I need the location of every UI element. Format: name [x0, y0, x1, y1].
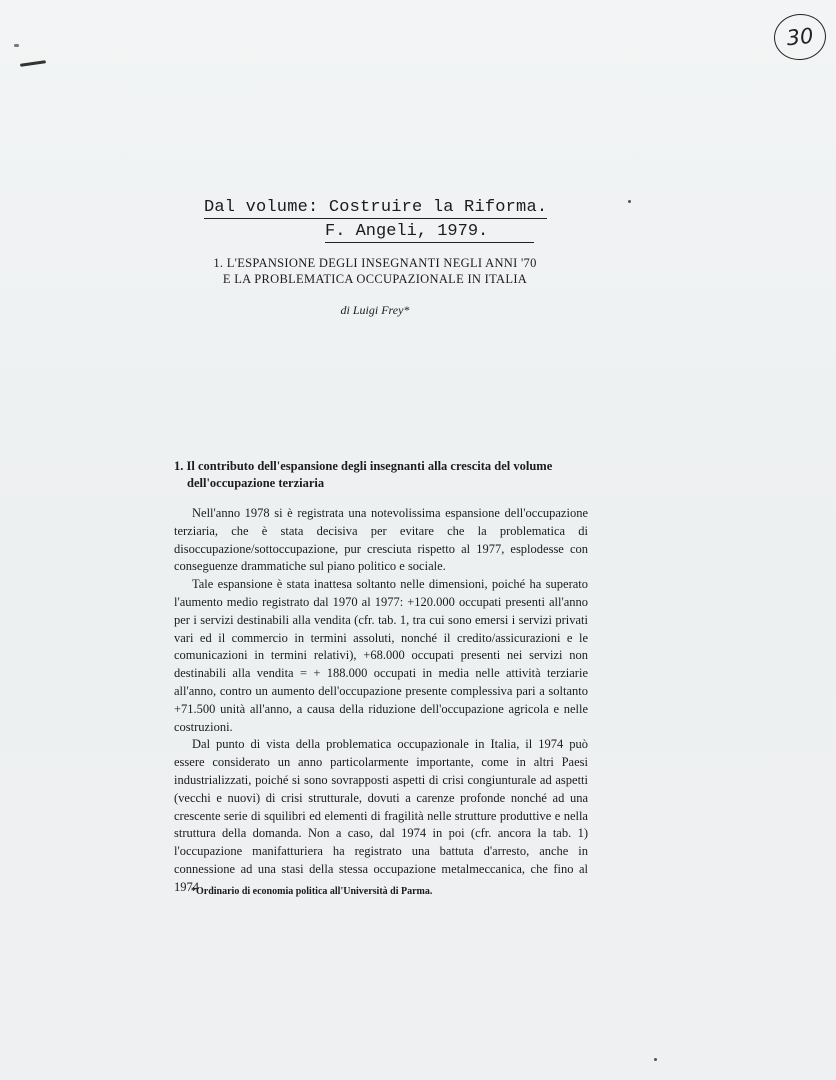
paper-speck [654, 1058, 657, 1061]
chapter-title-line-1: 1. L'ESPANSIONE DEGLI INSEGNANTI NEGLI ANNI '70 [213, 256, 537, 270]
paragraph-2: Tale espansione è stata inattesa soltanto nelle dimensioni, poiché ha superato l'aumento medio registrato dal 1970 al 1977: +120.000 occupati presenti all'anno per i servizi destinabili alla vendita (cfr. tab. 1, tra cui sono emersi i servizi privati vari ed il commercio in termini assoluti, nonché il credito/assicurazioni e le comunicazioni in termini relativi), +68.000 occupati presenti nei servizi non destinabili alla vendita = + 188.000 occupati in media nelle attività terziarie all'anno, contro un aumento dell'occupazione presente complessiva pari a soltanto +71.500 unità all'anno, a causa della riduzione dell'occupazione agricola e nelle costruzioni. [174, 577, 588, 734]
section-heading [174, 458, 592, 492]
footnote: *Ordinario di economia politica all'Università di Parma. [191, 886, 433, 897]
chapter-title-line-2: E LA PROBLEMATICA OCCUPAZIONALE IN ITALIA [222, 272, 528, 286]
paragraph-1: Nell'anno 1978 si è registrata una notevolissima espansione dell'occupazione terziaria, che è stata decisiva per evitare che la problematica di disoccupazione/sottoccupazione, pur cresciuta rispetto al 1977, esplodesse con conseguenze drammatiche sul piano politico e sociale. [174, 506, 588, 574]
ink-stroke [20, 60, 46, 67]
body-text [174, 505, 588, 897]
ink-mark [14, 44, 19, 47]
typed-source-line-1: Dal volume: Costruire la Riforma. [204, 198, 548, 217]
paper-speck [628, 200, 631, 203]
section-heading-line-1: 1. Il contributo dell'espansione degli insegnanti alla crescita del volume [174, 459, 553, 473]
handwritten-page-number: 30 [772, 11, 829, 62]
section-heading-line-2: dell'occupazione terziaria [187, 476, 325, 490]
paragraph-3: Dal punto di vista della problematica occupazionale in Italia, il 1974 può essere considerato un anno particolarmente importante, come in altri Paesi industrializzati, poiché si sono sovrapposti aspetti di crisi congiunturale ad aspetti (vecchi e nuovi) di crisi strutturale, dovuti a carenze profonde nonché ad una crescente serie di squilibri ed elementi di fragilità nelle strutture produttive e nella struttura della domanda. Non a caso, dal 1974 in poi (cfr. ancora la tab. 1) l'occupazione manifatturiera ha registrato una battuta d'arresto, anche in connessione ad una stasi della stessa occupazione metalmeccanica, che fino al 1974 [174, 737, 588, 894]
typed-source-line-2: F. Angeli, 1979. [325, 222, 534, 243]
author-byline: di Luigi Frey* [340, 303, 410, 317]
